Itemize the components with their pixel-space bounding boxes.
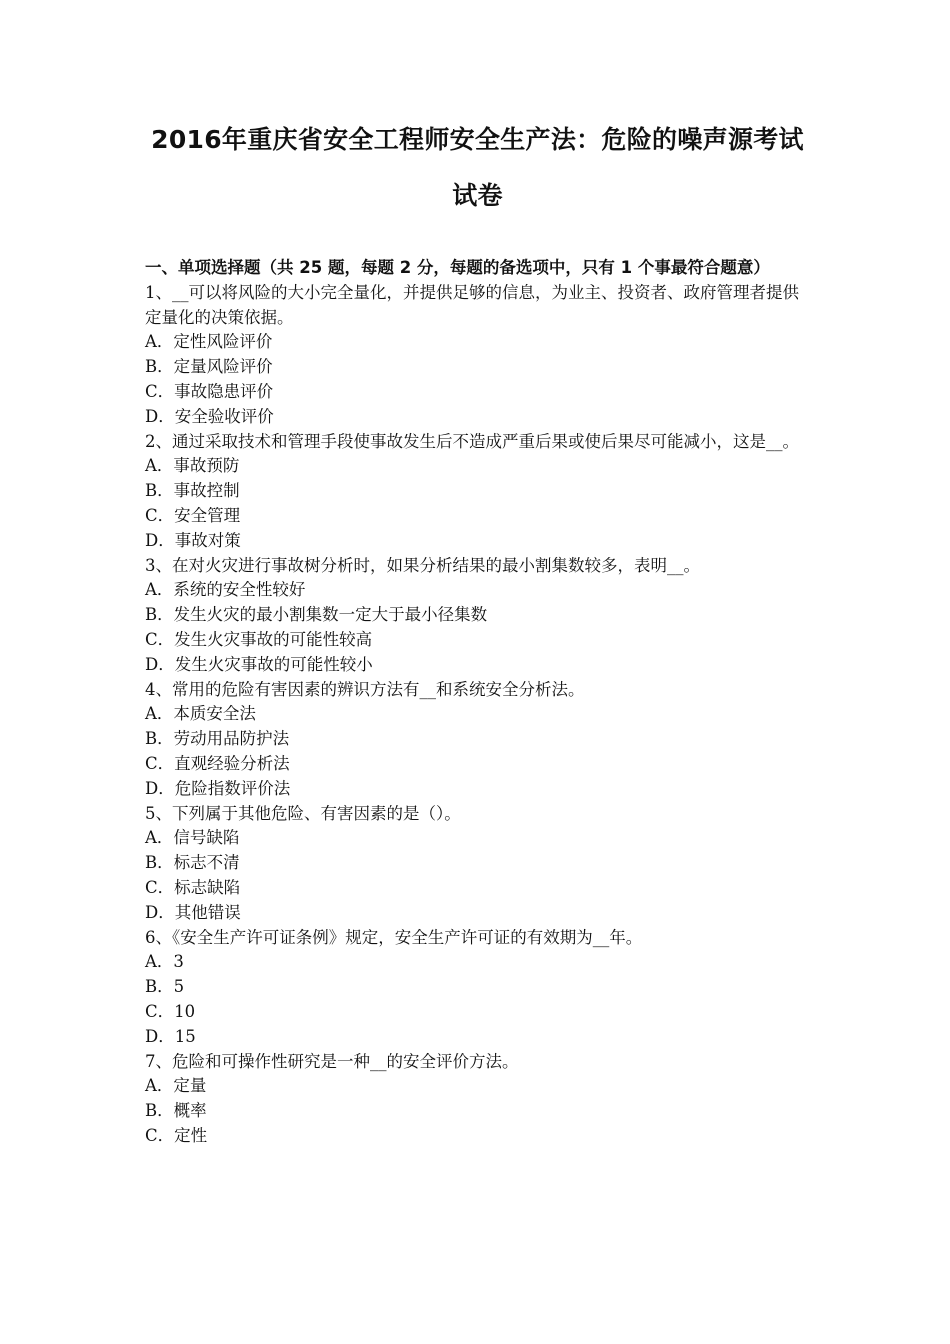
- answer-option: C．直观经验分析法: [145, 753, 290, 773]
- title-line-1: 2016年重庆省安全工程师安全生产法：危险的噪声源考试: [151, 125, 804, 154]
- question-text: 5、下列属于其他危险、有害因素的是（）。: [145, 803, 461, 823]
- answer-option: B．劳动用品防护法: [145, 729, 290, 749]
- answer-option: C．10: [145, 1001, 196, 1021]
- question-text: 6、《安全生产许可证条例》规定，安全生产许可证的有效期为__年。: [145, 927, 643, 947]
- title-line-2: 试卷: [452, 181, 503, 210]
- answer-option: D．发生火灾事故的可能性较小: [145, 654, 373, 674]
- answer-option: B．概率: [145, 1101, 207, 1121]
- answer-option: A．定性风险评价: [145, 332, 273, 352]
- answer-option: A．3: [145, 952, 184, 972]
- question-text: 1、__可以将风险的大小完全量化，并提供足够的信息，为业主、投资者、政府管理者提供定量化的决策依据。: [145, 282, 799, 327]
- answer-option: C．事故隐患评价: [145, 381, 274, 401]
- document-page: [145, 112, 810, 1149]
- answer-option: C．发生火灾事故的可能性较高: [145, 629, 373, 649]
- answer-option: B．事故控制: [145, 481, 240, 501]
- question-text: 2、通过采取技术和管理手段使事故发生后不造成严重后果或使后果尽可能减小，这是__。: [145, 431, 799, 451]
- question-text: 4、常用的危险有害因素的辨识方法有__和系统安全分析法。: [145, 679, 585, 699]
- answer-option: D．危险指数评价法: [145, 778, 291, 798]
- question-text: 3、在对火灾进行事故树分析时，如果分析结果的最小割集数较多，表明__。: [145, 555, 700, 575]
- question-text: 7、危险和可操作性研究是一种__的安全评价方法。: [145, 1051, 519, 1071]
- answer-option: D．事故对策: [145, 530, 241, 550]
- answer-option: B．定量风险评价: [145, 357, 273, 377]
- answer-option: A．事故预防: [145, 456, 240, 476]
- question-list: [145, 281, 810, 1149]
- section-heading: 一、单项选择题（共 25 题，每题 2 分，每题的备选项中，只有 1 个事最符合题意）: [145, 258, 770, 277]
- answer-option: C．标志缺陷: [145, 877, 241, 897]
- answer-option: B．5: [145, 977, 185, 997]
- answer-option: A．本质安全法: [145, 704, 256, 724]
- answer-option: C．定性: [145, 1125, 208, 1145]
- answer-option: A．信号缺陷: [145, 828, 240, 848]
- answer-option: C．安全管理: [145, 505, 241, 525]
- answer-option: B．发生火灾的最小割集数一定大于最小径集数: [145, 605, 488, 625]
- document-title: [145, 112, 810, 224]
- answer-option: D．其他错误: [145, 902, 241, 922]
- answer-option: A．系统的安全性较好: [145, 580, 306, 600]
- answer-option: B．标志不清: [145, 853, 240, 873]
- answer-option: A．定量: [145, 1076, 207, 1096]
- answer-option: D．15: [145, 1026, 196, 1046]
- answer-option: D．安全验收评价: [145, 406, 274, 426]
